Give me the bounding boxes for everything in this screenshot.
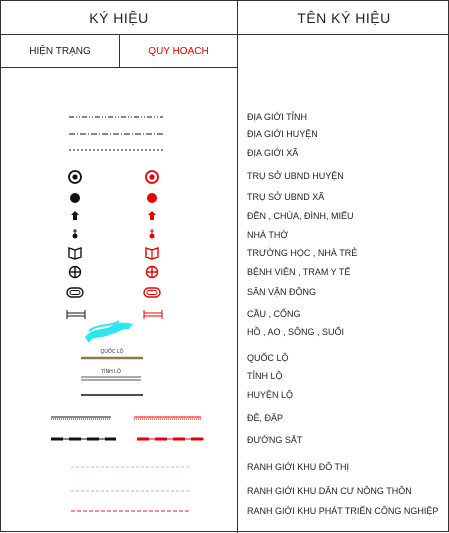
district-office-icon: [69, 171, 158, 183]
header-name: TÊN KÝ HIỆU: [297, 9, 391, 26]
column-divider: [237, 1, 238, 533]
commune-office-icon: [70, 193, 157, 203]
label-stadium: SÂN VẬN ĐỘNG: [247, 287, 317, 297]
church-icon: [73, 229, 155, 239]
label-boundary-district: ĐỊA GIỚI HUYỆN: [247, 129, 318, 139]
symbol-canvas: [1, 1, 237, 533]
label-temple: ĐỀN , CHÙA, ĐÌNH, MIẾU: [247, 211, 354, 221]
caption-provincial-road: TỈNH LỘ: [101, 369, 121, 375]
label-industrial-boundary: RANH GIỚI KHU PHÁT TRIỂN CÔNG NGHIỆP: [247, 506, 439, 516]
label-school: TRƯỜNG HỌC , NHÀ TRẺ: [247, 248, 358, 258]
bridge-icon: [67, 310, 162, 319]
label-railway: ĐƯỜNG SẮT: [247, 435, 303, 445]
label-district-road: HUYỆN LỘ: [247, 390, 294, 400]
label-boundary-province: ĐỊA GIỚI TỈNH: [247, 112, 308, 122]
label-provincial-road: TỈNH LỘ: [247, 371, 283, 381]
subheader-current: HIỆN TRẠNG: [29, 45, 91, 57]
label-dike: ĐÊ, ĐẬP: [247, 413, 284, 423]
label-district-office: TRỤ SỞ UBND HUYỆN: [247, 171, 344, 181]
label-rural-boundary: RANH GIỚI KHU DÂN CƯ NÔNG THÔN: [247, 486, 412, 496]
hospital-icon: [70, 267, 158, 278]
label-boundary-commune: ĐỊA GIỚI XÃ: [247, 148, 299, 158]
subheader-planned: QUY HOẠCH: [148, 45, 209, 57]
label-urban-boundary: RANH GIỚI KHU ĐÔ THỊ: [247, 462, 350, 472]
label-water: HỒ , AO , SÔNG , SUỐI: [247, 327, 345, 337]
water-icon: [85, 321, 133, 343]
label-commune-office: TRỤ SỞ UBND XÃ: [247, 192, 325, 202]
label-church: NHÀ THỜ: [247, 230, 289, 240]
header-symbol: KÝ HIỆU: [89, 9, 149, 26]
temple-icon: [71, 211, 156, 220]
label-bridge: CẦU , CỐNG: [247, 309, 301, 319]
caption-national-road: QUỐC LỘ: [100, 349, 124, 355]
dike-line: [51, 417, 201, 419]
school-icon: [69, 248, 158, 259]
label-national-road: QUỐC LỘ: [247, 353, 289, 363]
stadium-icon: [67, 288, 160, 297]
provincial-road-line: [81, 377, 141, 380]
label-hospital: BỆNH VIỆN , TRẠM Y TẾ: [247, 267, 351, 277]
